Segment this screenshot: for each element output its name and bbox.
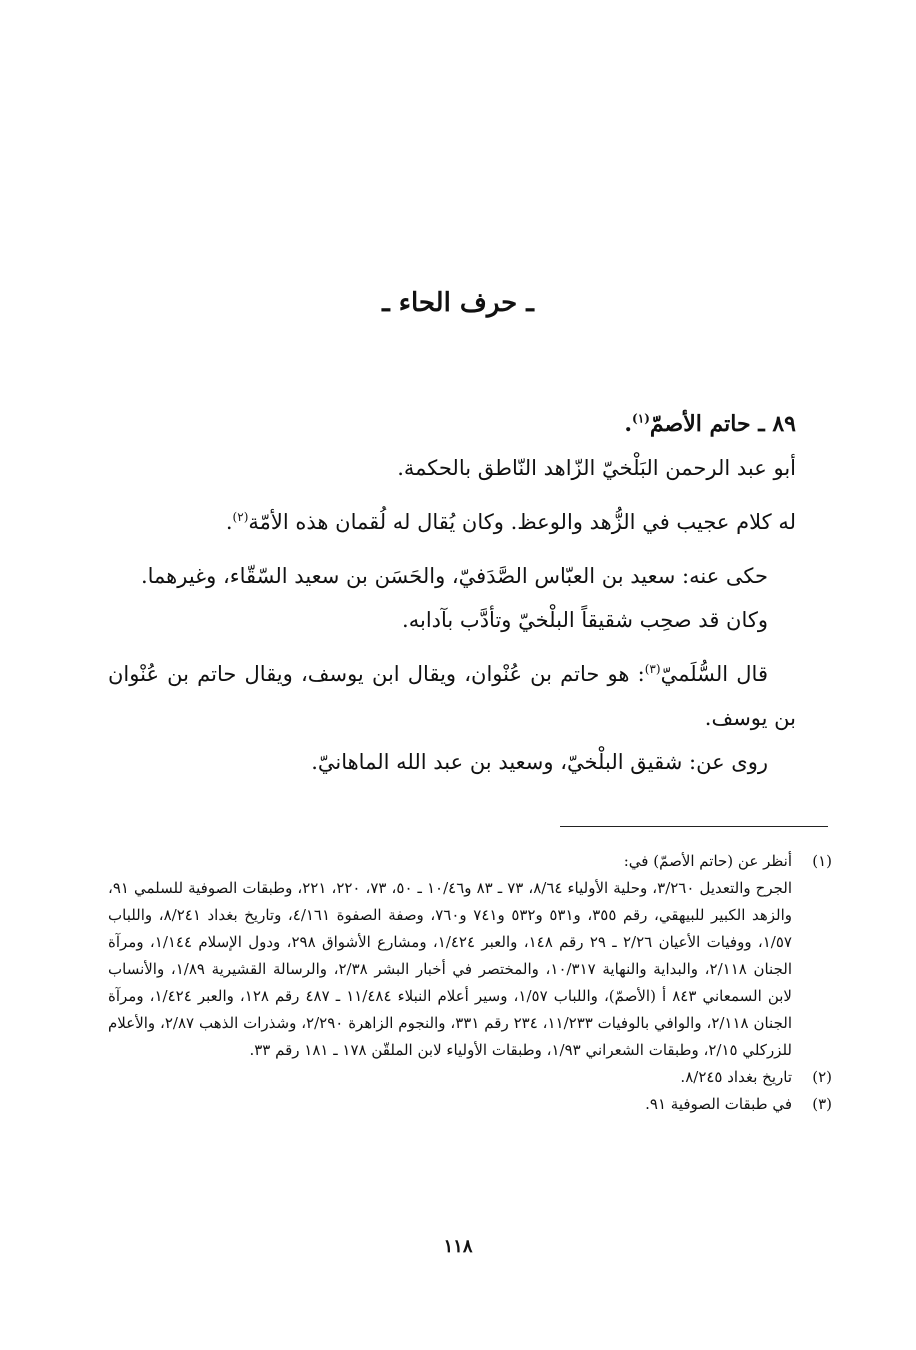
footnote-ref-2[interactable]: (٢) bbox=[232, 510, 249, 524]
footnote-divider bbox=[560, 826, 828, 827]
entry-description-end: . bbox=[225, 510, 233, 534]
footnote-text: في طبقات الصوفية ٩١. bbox=[645, 1095, 792, 1113]
entry-kunya-line: أبو عبد الرحمن البَلْخيّ الزّاهد النّاطق بالحكمة. bbox=[397, 456, 796, 480]
chapter-title: ـ حرف الحاء ـ bbox=[382, 288, 534, 318]
footnote-number: (١) bbox=[812, 852, 832, 870]
footnote-body bbox=[108, 848, 792, 1064]
entry-heading-end: . bbox=[624, 411, 633, 437]
footnote-text: تاريخ بغداد ٨/٢٤٥. bbox=[680, 1068, 792, 1086]
entry-heading-text: ٨٩ ـ حاتم الأصمّ bbox=[649, 411, 796, 437]
entry-heading bbox=[108, 402, 796, 446]
footnote-3 bbox=[108, 1091, 832, 1118]
biography-entry bbox=[108, 402, 796, 784]
entry-description-text: له كلام عجيب في الزُّهد والوعظ. وكان يُقال له لُقمان هذه الأمّة bbox=[248, 510, 796, 534]
footnote-intro: أنظر عن (حاتم الأصمّ) في: bbox=[623, 852, 792, 870]
footnotes-section bbox=[108, 848, 832, 1118]
footnote-text: الجرح والتعديل ٣/٢٦٠، وحلية الأولياء ٨/٦٤، ٧٣ ـ ٨٣ و١٠/٤٦ ـ ٥٠، ٧٣، ٢٢٠، ٢٢١، وطبقات الصوفية للسلمي ٩١، والزهد الكبير للبيهقي، رقم ٣٥٥، و٥٣١ و٥٣٢ و٧٤١ و٧٦٠، وصفة الصفوة ٤/١٦١، وتاريخ بغداد ٨/٢٤١، واللباب ١/٥٧، ووفيات الأعيان ٢/٢٦ ـ ٢٩ رقم ١٤٨، والعبر ١/٤٢٤، ومشارع الأشواق ٢٩٨، ودول الإسلام ١/١٤٤، ومرآة الجنان ٢/١١٨، والبداية والنهاية ١٠/٣١٧، والمختصر في أخبار البشر ٢/٣٨، والرسالة القشيرية ١/٨٩، والأنساب لابن السمعاني ٨٤٣ أ (الأصمّ)، واللباب ١/٥٧، وسير أعلام النبلاء ١١/٤٨٤ ـ ٤٨٧ رقم ١٢٨، والعبر ١/٤٢٤، ومرآة الجنان ٢/١١٨، والوافي بالوفيات ١١/٢٣٣، ٢٣٤ رقم ٣٣١، والنجوم الزاهرة ٢/٢٩٠، وشذرات الذهب ٢/٨٧، والأعلام للزركلي ٢/١٥، وطبقات الشعراني ١/٩٣، وطبقات الأولياء لابن الملقّن ١٧٨ ـ ١٨١ رقم ٣٣. bbox=[108, 879, 793, 1059]
footnote-1 bbox=[108, 848, 832, 1064]
footnote-number: (٢) bbox=[812, 1068, 832, 1086]
entry-narrated-from-line: روى عن: شقيق البلْخيّ، وسعيد بن عبد الله الماهانيّ. bbox=[311, 750, 768, 774]
entry-sulami-quote bbox=[108, 652, 796, 740]
entry-sulami-b: : هو حاتم بن عُنْوان، ويقال ابن يوسف، ويقال حاتم بن عُنْوان بن يوسف. bbox=[108, 662, 796, 730]
footnote-ref-3[interactable]: (٣) bbox=[644, 662, 661, 676]
footnote-2 bbox=[108, 1064, 832, 1091]
page-number: ١١٨ bbox=[443, 1236, 473, 1257]
entry-narrators-line: حكى عنه: سعيد بن العبّاس الصَّدَفيّ، والحَسَن بن سعيد السّقّاء، وغيرهما. bbox=[140, 564, 768, 588]
entry-description-line bbox=[108, 500, 796, 544]
entry-sulami-a: قال السُّلَميّ bbox=[660, 662, 768, 686]
footnote-ref-1[interactable]: (١) bbox=[632, 411, 650, 426]
footnote-body bbox=[108, 1091, 792, 1118]
footnote-number: (٣) bbox=[812, 1095, 832, 1113]
entry-companion-line: وكان قد صحِب شقيقاً البلْخيّ وتأدَّب بآدابه. bbox=[402, 608, 768, 632]
footnote-body bbox=[108, 1064, 792, 1091]
